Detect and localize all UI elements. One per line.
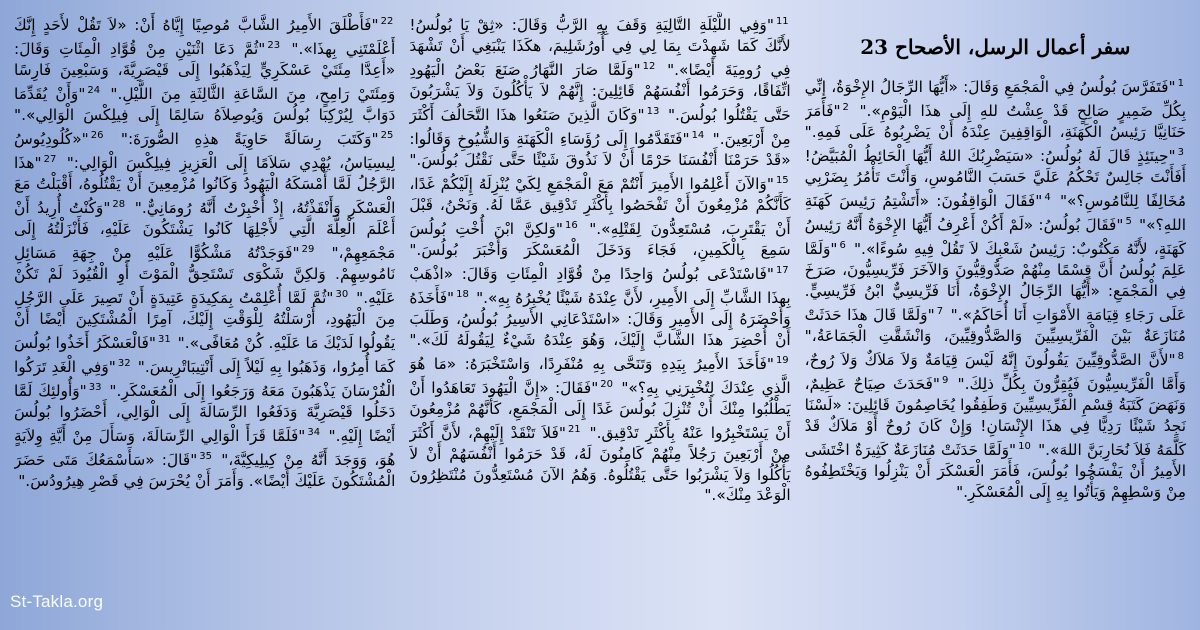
text-column-left [14,12,395,620]
verse-text: "لأَنَّ الصَّدُّوقِيِّينَ يَقُولُونَ إِنَّهُ لَيْسَ قِيَامَةٌ وَلاَ مَلاَكٌ وَلاَ رُوحٌ، وَأَمَّا الْفَرِّيسِيُّونَ فَيُقِرُّونَ بِكُلِّ ذلِكَ." [804,350,1186,393]
verse-number: 30 [335,288,349,300]
verse-text: "وَلكِنَّ ابْنَ أُخْتِ بُولُسَ سَمِعَ بِالْكَمِينِ، فَجَاءَ وَدَخَلَ الْمُعَسْكَرَ وَأَخْبَرَ بُولُسَ." [409,219,791,259]
verse-number: 26 [90,129,104,141]
verse-number: 21 [567,423,581,435]
verse-number: 10 [1018,440,1031,452]
verse-text: "وَلَمَّا حَدَثَتْ مُنَازَعَةٌ كَثِيرَةٌ اخْتَشَى الأَمِيرُ أَنْ يَفْسَخُوا بُولُسَ، فَأَمَرَ الْعَسْكَرَ أَنْ يَنْزِلُوا وَيَخْتَطِفُوهُ مِنْ وَسْطِهِمْ وَيَأْتُوا بِهِ إِلَى الْمُعَسْكَرِ." [804,440,1186,501]
site-watermark: St-Takla.org [10,592,104,611]
verse-text: "هذَا الرَّجُلُ لَمَّا أَمْسَكَهُ الْيَهُودُ وَكَانُوا مُزْمِعِينَ أَنْ يَقْتُلُوهُ، أَقْبَلْتُ مَعَ الْعَسْكَرِ وَأَنْقَذْتُهُ، إِذْ أُخْبِرْتُ أَنَّهُ رُومَانِيٌّ." [14,154,396,217]
verse-number: 28 [112,198,126,210]
verse-number: 14 [691,129,705,141]
verse-text: "فَأَمَرَ حَنَانِيَّا رَئِيسُ الْكَهَنَةِ، الْوَاقِفِينَ عِنْدَهُ أَنْ يَضْرِبُوهُ عَلَى فَمِهِ." [804,102,1186,142]
verse-text: "فَتَقَدَّمُوا إِلَى رُؤَسَاءِ الْكَهَنَةِ وَالشُّيُوخِ وَقَالُوا: «قَدْ حَرَمْنَا أَنْفُسَنَا حَرْمًا أَنْ لاَ نَذُوقَ شَيْئًا حَتَّى نَقْتُلَ بُولُسَ." [409,130,791,169]
verse-number: 12 [642,60,656,72]
verse-text: "فَأَطْلَقَ الأَمِيرُ الشَّابَّ مُوصِيًا إِيَّاهُ أَنْ: «لاَ تَقُلْ لأَحَدٍ إِنَّكَ أَعْلَمْتَنِي بِهذَا»." [14,16,396,59]
verse-number: 24 [87,84,101,96]
verse-number: 22 [380,16,394,27]
verse-number: 15 [775,174,789,186]
verse-text: "فَحَدَثَ صِيَاحٌ عَظِيمٌ، وَنَهَضَ كَتَبَةُ قِسْمِ الْفَرِّيسِيِّينَ وَطَفِقُوا يُخَاصِمُونَ قَائِلِينَ: «لَسْنَا نَجِدُ شَيْئًا رَدِيًّا فِي هذَا الإِنْسَانِ! وَإِنْ كَانَ رُوحٌ أَوْ مَلاَكٌ قَدْ كَلَّمَهُ فَلاَ نُحَارِبَنَّ اللهَ»." [804,374,1186,459]
verse-text: "فَاسْتَدْعَى بُولُسُ وَاحِدًا مِنْ قُوَّادِ الْمِئَاتِ وَقَالَ: «اذْهَبْ بِهذَا الشَّابِّ إِلَى الأَمِيرِ، لأَنَّ عِنْدَهُ شَيْئًا يُخْبِرُهُ بِهِ»." [409,264,791,307]
verse-number: 8 [1177,350,1184,362]
verse-text: "وَفِي الْغَدِ تَرَكُوا الْفُرْسَانَ يَذْهَبُونَ مَعَهُ وَرَجَعُوا إِلَى الْمُعَسْكَرِ." [14,357,396,400]
verse-number: 32 [117,357,131,369]
verse-number: 19 [775,354,789,366]
verse-number: 17 [775,264,789,276]
verse-text: "فَقَالَ الْوَاقِفُونَ: «أَتَشْتِمُ رَئِيسَ كَهَنَةِ اللهِ؟»" [804,192,1186,235]
verse-number: 6 [839,239,846,251]
verse-text: "فَتَفَرَّسَ بُولُسُ فِي الْمَجْمَعِ وَقَالَ: «أَيُّهَا الرِّجَالُ الإِخْوَةُ، إِنِّي بِكُلِّ ضَمِيرٍ صَالِحٍ قَدْ عِشْتُ للهِ إِلَى هذَا الْيَوْمِ»." [804,78,1186,121]
verse-text: "وَالآنَ أَعْلِمُوا الأَمِيرَ أَنْتُمْ مَعَ الْمَجْمَعِ لِكَيْ يُنْزِلَهُ إِلَيْكُمْ غَدًا، كَأَنَّكُمْ مُزْمِعُونَ أَنْ تَفْحَصُوا بِأَكْثَرِ تَدْقِيق عَمَّا لَهُ. وَنَحْنُ، قَبْلَ أَنْ يَقْتَرِبَ، مُسْتَعِدُّونَ لِقَتْلِهِ»." [409,174,791,238]
verse-text: "فَقَالَ بُولُسُ: «لَمْ أَكُنْ أَعْرِفُ أَيُّهَا الإِخْوَةُ أَنَّهُ رَئِيسُ كَهَنَةٍ، لأَنَّهُ مَكْتُوبٌ: رَئِيسُ شَعْبِكَ لاَ تَقُلْ فِيهِ سُوءًا»." [804,216,1186,259]
verse-number: 7 [936,305,944,317]
verse-number: 33 [88,381,102,393]
verse-text: "فَأَخَذَهُ وَأَحْضَرَهُ إِلَى الأَمِيرِ وَقَالَ: «اسْتَدْعَانِي الأَسِيرُ بُولُسُ، وَطَلَبَ أَنْ أُحْضِرَ هذَا الشَّابَّ إِلَيْكَ، وَهُوَ عِنْدَهُ شَيْءٌ لِيَقُولَهُ لَكَ»." [409,288,791,349]
verse-number: 16 [564,219,578,231]
verse-text: "قَالَ: «سَأَسْمَعُكَ مَتَى حَضَرَ الْمُشْتَكُونَ عَلَيْكَ أَيْضًا». وَأَمَرَ أَنْ يُحْرَسَ فِي قَصْرِ هِيرُودُسَ." [14,450,396,490]
verse-number: 27 [43,153,57,165]
verse-text: "فَأَخَذَ الأَمِيرُ بِيَدِهِ وَتَنَحَّى بِهِ مُنْفَرِدًا، وَاسْتَخْبَرَهُ: «مَا هُوَ الَّذِي عِنْدَكَ لِتُخْبِرَنِي بِهِ؟»" [409,354,791,397]
verse-number: 29 [301,243,315,255]
verse-text: "فَلَمَّا قَرَأَ الْوَالِي الرِّسَالَةَ، وَسَأَلَ مِنْ أَيَّةِ وِلاَيَةٍ هُوَ، وَوَجَدَ أَنَّهُ مِنْ كِيلِيكِيَّةَ،" [14,426,396,469]
verse-text: "وَكَانَ الَّذِينَ صَنَعُوا هذَا التَّحَالُفَ أَكْثَرَ مِنْ أَرْبَعِينَ." [409,106,791,149]
verse-number: 4 [1044,191,1051,203]
verse-text: "فَلاَ تَنْقَدْ إِلَيْهِمْ، لأَنَّ أَكْثَرَ مِنْ أَرْبَعِينَ رَجُلاً مِنْهُمْ كَامِنُونَ لَهُ، قَدْ حَرَمُوا أَنْفُسَهُمْ أَنْ لاَ يَأْكُلُوا وَلاَ يَشْرَبُوا حَتَّى يَقْتُلُوهُ. وَهُمُ الآنَ مُسْتَعِدُّونَ مُنْتَظِرُونَ الْوَعْدَ مِنْكَ»." [409,423,791,505]
chapter-title: سفر أعمال الرسل، الأصحاح 23 [860,35,1131,59]
verse-number: 31 [158,333,171,345]
verse-number: 35 [199,450,213,462]
column-body-right [805,74,1186,502]
column-body-left [14,12,395,492]
verse-text: "وَكَتَبَ رِسَالَةً حَاوِيَةً هذِهِ الصُّورَةَ:" [105,130,379,149]
verse-number: 34 [307,426,321,438]
verse-text: "فَقَالَ: «إِنَّ الْيَهُودَ تَعَاهَدُوا أَنْ يَطْلُبُوا مِنْكَ أَنْ تُنْزِلَ بُولُسَ غَدًا إِلَى الْمَجْمَعِ، كَأَنَّهُمْ مُزْمِعُونَ أَنْ يَسْتَخْبِرُوا عَنْهُ بِأَكْثَرِ تَدْقِيق." [409,378,791,442]
text-column-right [805,12,1186,620]
verse-text: "فَوَجَدْتُهُ مَشْكُوًّا عَلَيْهِ مِنْ جِهَةِ مَسَائِلِ نَامُوسِهِمْ. وَلكِنَّ شَكْوَى تَسْتَحِقُّ الْمَوْتَ أَوِ الْقُيُودَ لَمْ تَكُنْ عَلَيْهِ." [14,243,396,307]
verse-text: "وَأُولئِكَ لَمَّا دَخَلُوا قَيْصَرِيَّةَ وَدَفَعُوا الرِّسَالَةَ إِلَى الْوَالِي، أَحْضَرُوا بُولُسَ أَيْضًا إِلَيْهِ." [14,381,396,445]
verse-text: "وَلَمَّا عَلِمَ بُولُسُ أَنَّ قِسْمًا مِنْهُمْ صَدُّوقِيُّونَ وَالآخَرَ فَرِّيسِيُّونَ، صَرَخَ فِي الْمَجْمَعِ: «أَيُّهَا الرِّجَالُ الإِخْوَةُ، أَنَا فَرِّيسِيٌّ ابْنُ فَرِّيسِيٍّ. عَلَى رَجَاءِ قِيَامَةِ الأَمْوَاتِ أَنَا أُحَاكَمُ»." [804,240,1186,324]
verse-text: "«كُلُودِيُوسُ لِيسِيَاسُ، يُهْدِي سَلاَمًا إِلَى الْعَزِيزِ فِيلِكْسَ الْوَالِي:" [14,130,396,173]
verse-text: "وَأَنْ يُقَدِّمَا دَوَابَّ لِيُرْكِبَا بُولُسَ وَيُوصِلاَهُ سَالِمًا إِلَى فِيلِكْسَ الْوَالِي»." [14,85,396,124]
verse-number: 3 [1177,146,1184,158]
verse-number: 1 [1177,78,1184,89]
verse-text: "وَكُنْتُ أُرِيدُ أَنْ أَعْلَمَ الْعِلَّةَ الَّتِي لأَجْلِهَا كَانُوا يَشْتَكُونَ عَلَيْهِ، فَأَنْزَلْتُهُ إِلَى مَجْمَعِهِمْ،" [14,199,396,262]
verse-number: 18 [456,288,469,300]
verse-number: 23 [267,40,281,52]
verse-text: "وَفِي اللَّيْلَةِ التَّالِيَةِ وَقَفَ بِهِ الرَّبُّ وَقَالَ: «ثِقْ يَا بُولُسُ! لأَنَّكَ كَمَا شَهِدْتَ بِمَا لِي فِي أُورُشَلِيمَ، هكَذَا يَنْبَغِي أَنْ تَشْهَدَ فِي رُومِيَةَ أَيْضًا»." [409,16,791,80]
verse-text: "فَالْعَسْكَرُ أَخَذُوا بُولُسَ كَمَا أُمِرُوا، وَذَهَبُوا بِهِ لَيْلاً إِلَى أَنْتِيبَاتْرِيسَ." [14,333,396,376]
verse-text: "ثُمَّ لَمَّا أُعْلِمْتُ بِمَكِيدَةٍ عَتِيدَةٍ أَنْ تَصِيرَ عَلَى الرَّجُلِ مِنَ الْيَهُودِ، أَرْسَلْتُهُ لِلْوَقْتِ إِلَيْكَ، آمِرًا الْمُشْتَكِينَ أَيْضًا أَنْ يَقُولُوا لَدَيْكَ مَا عَلَيْهِ. كُنْ مُعَافًى»." [14,288,396,352]
verse-text: "وَلَمَّا صَارَ النَّهَارُ صَنَعَ بَعْضُ الْيَهُودِ اتِّفَاقًا، وَحَرَمُوا أَنْفُسَهُمْ قَائِلِينَ: إِنَّهُمْ لاَ يَأْكُلُونَ وَلاَ يَشْرَبُونَ حَتَّى يَقْتُلُوا بُولُسَ." [409,61,791,124]
verse-number: 20 [600,378,614,390]
verse-number: 5 [1125,215,1132,227]
verse-number: 2 [842,102,849,114]
verse-number: 9 [941,374,949,386]
verse-text: "حِينَئِذٍ قَالَ لَهُ بُولُسُ: «سَيَضْرِبُكَ اللهُ أَيُّهَا الْحَائِطُ الْمُبَيَّضُ! أَفَأَنْتَ جَالِسٌ تَحْكُمُ عَلَيَّ حَسَبَ النَّامُوسِ، وَأَنْتَ تَأْمُرُ بِضَرْبِي مُخَالِفًا لِلنَّامُوسِ؟»" [804,147,1186,211]
column-body-middle [409,12,790,506]
text-column-middle [409,12,790,620]
verse-text: "وَلَمَّا قَالَ هذَا حَدَثَتْ مُنَازَعَةٌ بَيْنَ الْفَرِّيسِيِّينَ وَالصَّدُّوقِيِّينَ، وَانْشَقَّتِ الْجَمَاعَةُ،" [804,305,1186,345]
verse-number: 11 [775,16,789,27]
verse-number: 13 [646,105,660,117]
verse-text: "ثُمَّ دَعَا اثْنَيْنِ مِنْ قُوَّادِ الْمِئَاتِ وَقَالَ: «أَعِدَّا مِئَتَيْ عَسْكَرِيٍّ لِيَذْهَبُوا إِلَى قَيْصَرِيَّةَ، وَسَبْعِينَ فَارِسًا وَمِئَتَيْ رَامِحٍ، مِنَ السَّاعَةِ الثَّالِثَةِ مِنَ اللَّيْلِ." [14,40,396,104]
verse-number: 25 [380,129,394,141]
